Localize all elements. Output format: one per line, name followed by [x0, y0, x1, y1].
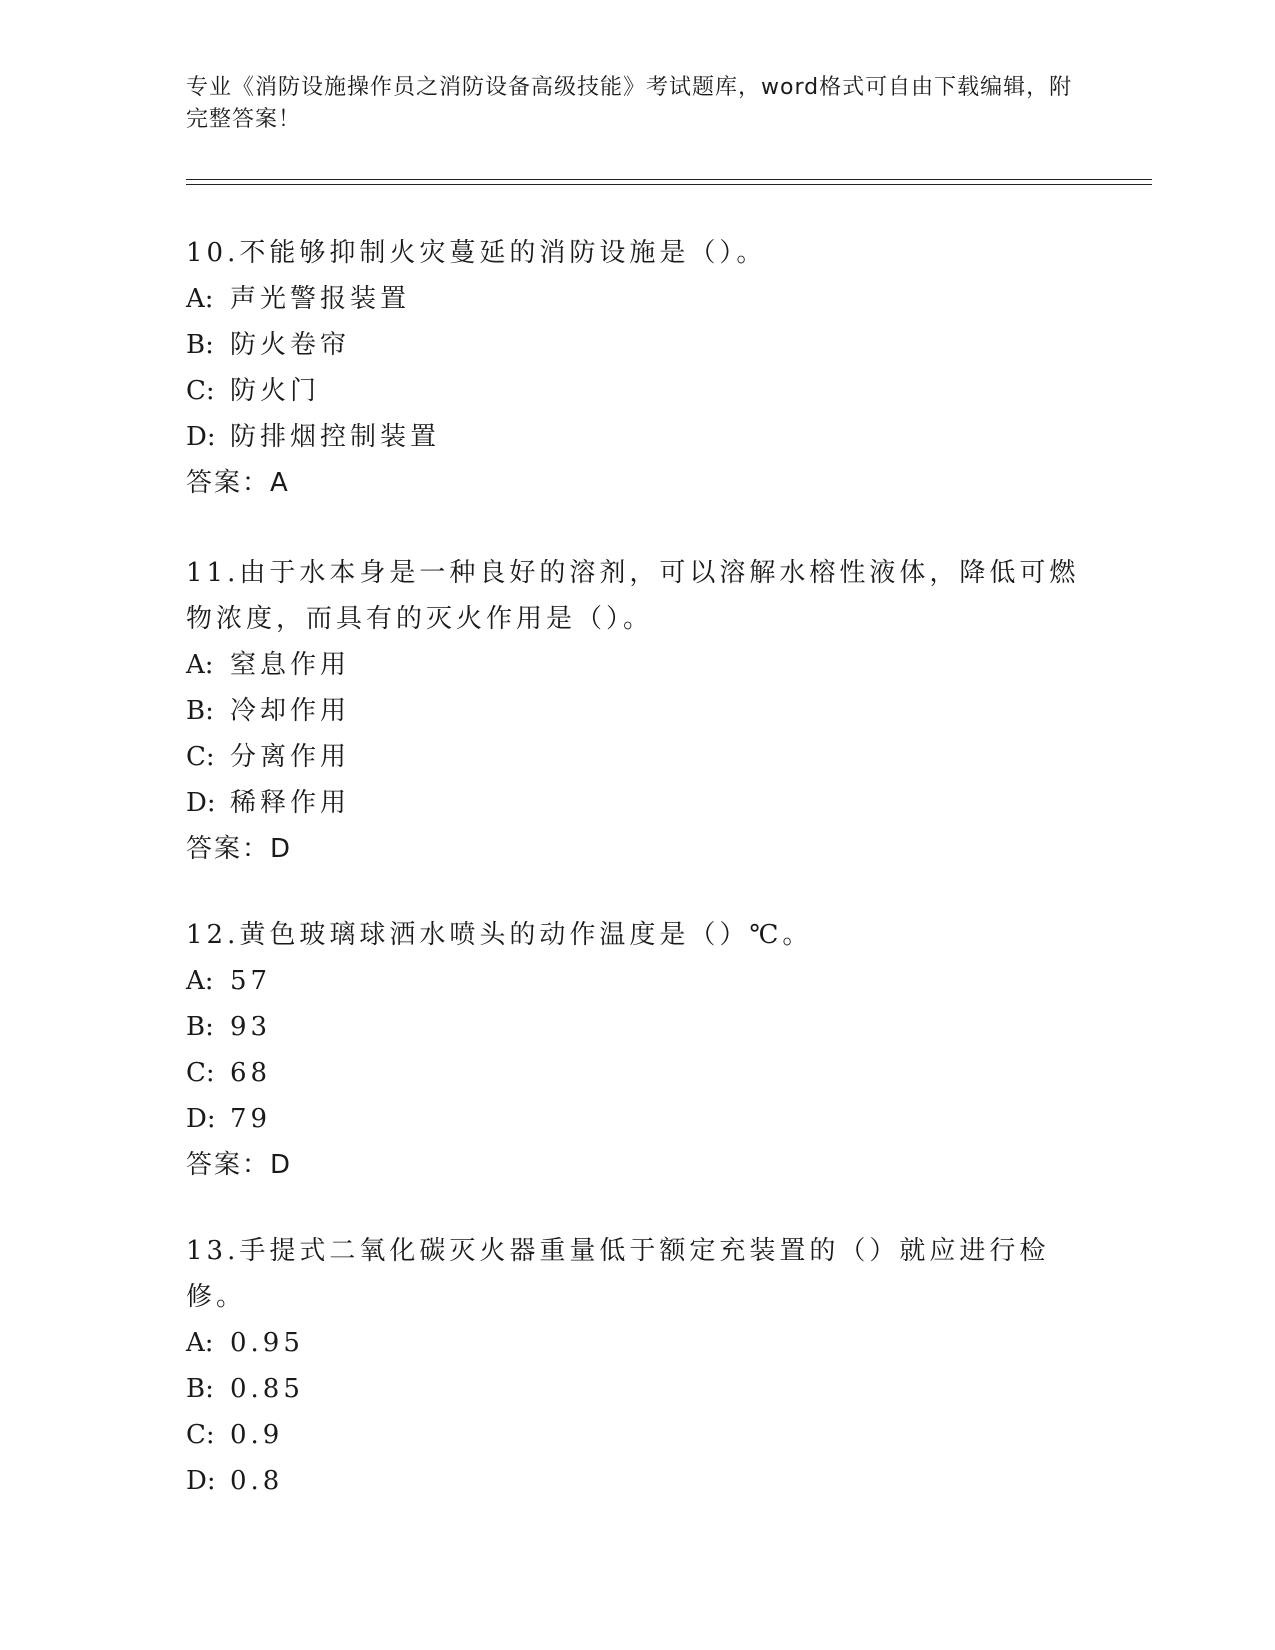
option-c	[186, 734, 1086, 780]
option-text: 0.85	[230, 1374, 304, 1404]
header-divider-top	[186, 179, 1152, 180]
option-d	[186, 1458, 1086, 1504]
option-b	[186, 1004, 1086, 1050]
option-key: D:	[186, 1104, 216, 1134]
option-b	[186, 1366, 1086, 1412]
option-text: 57	[230, 966, 272, 996]
question-12	[186, 912, 1086, 1188]
document-header: 专业《消防设施操作员之消防设备高级技能》考试题库，word格式可自由下载编辑，附完整答案！	[186, 75, 1073, 132]
question-10	[186, 230, 1086, 506]
option-c	[186, 1050, 1086, 1096]
question-stem: 12.黄色玻璃球洒水喷头的动作温度是（）℃。	[186, 920, 813, 950]
option-text: 稀释作用	[230, 788, 351, 818]
option-a	[186, 642, 1086, 688]
option-d	[186, 1096, 1086, 1142]
option-key: A:	[186, 650, 214, 680]
question-stem: 10.不能够抑制火灾蔓延的消防设施是（）。	[186, 238, 767, 268]
option-text: 68	[230, 1058, 272, 1088]
option-text: 冷却作用	[230, 696, 351, 726]
option-text: 防排烟控制装置	[230, 422, 441, 452]
option-key: B:	[186, 1012, 214, 1042]
question-13	[186, 1228, 1086, 1504]
answer: 答案：A	[186, 468, 290, 498]
question-11	[186, 550, 1086, 872]
option-b	[186, 322, 1086, 368]
option-key: B:	[186, 330, 214, 360]
option-b	[186, 688, 1086, 734]
option-key: B:	[186, 696, 214, 726]
option-text: 窒息作用	[230, 650, 351, 680]
option-text: 声光警报装置	[230, 284, 411, 314]
option-c	[186, 368, 1086, 414]
option-key: C:	[186, 742, 215, 772]
answer: 答案：D	[186, 1150, 293, 1180]
option-text: 0.9	[230, 1420, 284, 1450]
option-d	[186, 780, 1086, 826]
option-text: 79	[230, 1104, 272, 1134]
option-key: B:	[186, 1374, 214, 1404]
option-text: 防火卷帘	[230, 330, 351, 360]
option-key: D:	[186, 1466, 216, 1496]
option-key: A:	[186, 966, 214, 996]
option-key: C:	[186, 1420, 215, 1450]
option-key: C:	[186, 1058, 215, 1088]
option-text: 93	[230, 1012, 272, 1042]
option-c	[186, 1412, 1086, 1458]
option-key: A:	[186, 284, 214, 314]
answer: 答案：D	[186, 834, 293, 864]
question-stem: 11.由于水本身是一种良好的溶剂，可以溶解水榕性液体，降低可燃物浓度，而具有的灭火作用是（）。	[186, 558, 1080, 634]
option-text: 0.95	[230, 1328, 304, 1358]
option-key: D:	[186, 788, 216, 818]
option-text: 防火门	[230, 376, 321, 406]
option-d	[186, 414, 1086, 460]
option-a	[186, 1320, 1086, 1366]
header-divider-bottom	[186, 184, 1152, 185]
option-key: D:	[186, 422, 216, 452]
option-text: 分离作用	[230, 742, 351, 772]
option-text: 0.8	[230, 1466, 284, 1496]
option-key: C:	[186, 376, 215, 406]
option-a	[186, 276, 1086, 322]
option-a	[186, 958, 1086, 1004]
option-key: A:	[186, 1328, 214, 1358]
question-stem: 13.手提式二氧化碳灭火器重量低于额定充装置的（）就应进行检修。	[186, 1236, 1050, 1312]
